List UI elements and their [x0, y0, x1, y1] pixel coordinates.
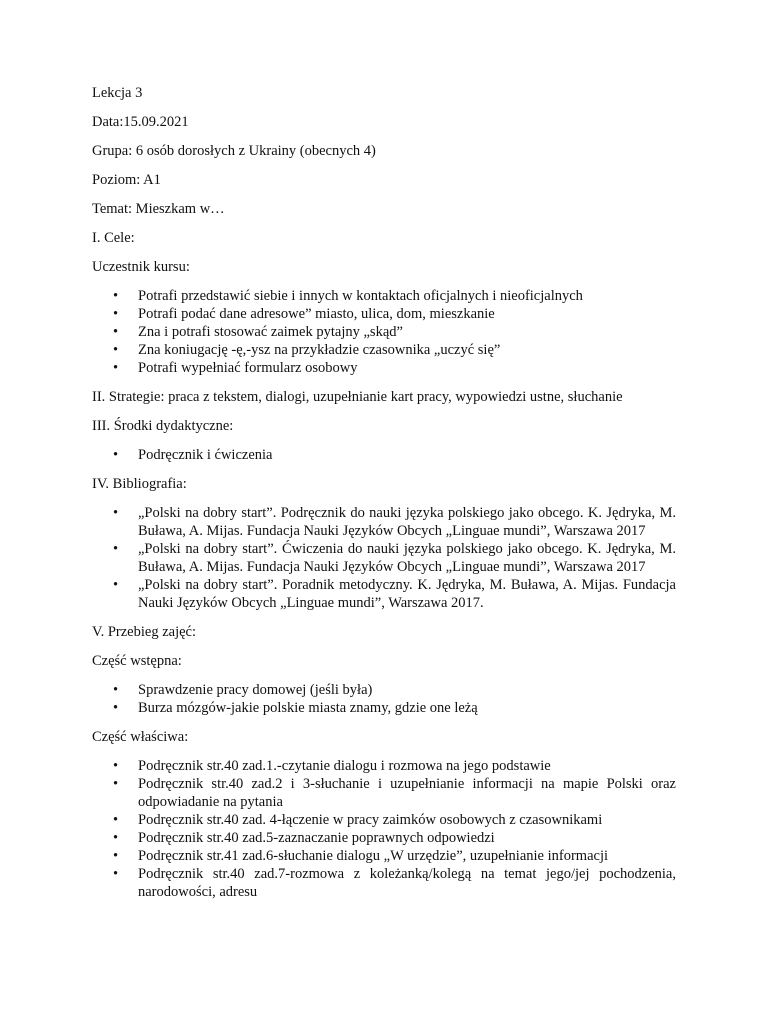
- list-item: [92, 341, 676, 359]
- bibliography-list: [92, 504, 676, 612]
- bullet-icon: •: [113, 360, 119, 376]
- list-item-text: Zna i potrafi stosować zaimek pytajny „skąd”: [138, 324, 403, 340]
- list-item-text: Potrafi podać dane adresowe” miasto, ulica, dom, mieszkanie: [138, 306, 495, 322]
- intro-list: [92, 681, 676, 717]
- bullet-icon: •: [113, 700, 119, 716]
- list-item-text: Potrafi wypełniać formularz osobowy: [138, 360, 358, 376]
- bullet-icon: •: [113, 682, 119, 698]
- list-item-text: Podręcznik str.40 zad.1.-czytanie dialogu i rozmowa na jego podstawie: [138, 758, 551, 774]
- bullet-icon: •: [113, 577, 119, 593]
- bullet-icon: •: [113, 830, 119, 846]
- goals-subheading: Uczestnik kursu:: [92, 259, 190, 275]
- list-item-text: Podręcznik str.40 zad.5-zaznaczanie poprawnych odpowiedzi: [138, 830, 495, 846]
- course-heading: V. Przebieg zajęć:: [92, 624, 197, 640]
- list-item-text: Potrafi przedstawić siebie i innych w kontaktach oficjalnych i nieoficjalnych: [138, 288, 583, 304]
- list-item: [92, 504, 676, 540]
- list-item-text: Zna koniugację -ę,-ysz na przykładzie czasownika „uczyć się”: [138, 342, 501, 358]
- list-item-text: „Polski na dobry start”. Podręcznik do nauki języka polskiego jako obcego. K. Jędryka, M. Buława, A. Mijas. Fundacja Nauki Języków Obcych „Linguae mundi”, Warszawa 2017: [138, 505, 676, 539]
- list-item-text: Podręcznik str.40 zad.2 i 3-słuchanie i uzupełnianie informacji na mapie Polski oraz odpowiadanie na pytania: [138, 776, 676, 810]
- list-item: [92, 865, 676, 901]
- bullet-icon: •: [113, 447, 119, 463]
- list-item: [92, 811, 676, 829]
- bullet-icon: •: [113, 306, 119, 322]
- document-page: [92, 84, 676, 912]
- lesson-topic: Temat: Mieszkam w…: [92, 201, 225, 217]
- list-item-text: Podręcznik i ćwiczenia: [138, 447, 273, 463]
- list-item-text: „Polski na dobry start”. Ćwiczenia do nauki języka polskiego jako obcego. K. Jędryka, M. Buława, A. Mijas. Fundacja Nauki Języków Obcych „Linguae mundi”, Warszawa 2017: [138, 541, 676, 575]
- main-part-list: [92, 757, 676, 901]
- list-item: [92, 699, 676, 717]
- intro-heading: Część wstępna:: [92, 653, 182, 669]
- bullet-icon: •: [113, 848, 119, 864]
- bullet-icon: •: [113, 866, 119, 882]
- list-item: [92, 540, 676, 576]
- bullet-icon: •: [113, 812, 119, 828]
- lesson-number: Lekcja 3: [92, 85, 143, 101]
- bullet-icon: •: [113, 776, 119, 792]
- list-item: [92, 681, 676, 699]
- list-item: [92, 446, 676, 464]
- strategies-text: II. Strategie: praca z tekstem, dialogi, uzupełnianie kart pracy, wypowiedzi ustne, słuchanie: [92, 389, 623, 405]
- means-heading: III. Środki dydaktyczne:: [92, 418, 234, 434]
- list-item-text: „Polski na dobry start”. Poradnik metodyczny. K. Jędryka, M. Buława, A. Mijas. Fundacja Nauki Języków Obcych „Linguae mundi”, Warszawa 2017.: [138, 577, 676, 611]
- bullet-icon: •: [113, 505, 119, 521]
- list-item: [92, 757, 676, 775]
- lesson-level: Poziom: A1: [92, 172, 161, 188]
- list-item-text: Podręcznik str.40 zad.7-rozmowa z koleżanką/kolegą na temat jego/jej pochodzenia, narodowości, adresu: [138, 866, 676, 900]
- list-item-text: Sprawdzenie pracy domowej (jeśli była): [138, 682, 373, 698]
- bibliography-heading: IV. Bibliografia:: [92, 476, 187, 492]
- goals-list: [92, 287, 676, 377]
- means-list: [92, 446, 676, 464]
- list-item-text: Podręcznik str.41 zad.6-słuchanie dialogu „W urzędzie”, uzupełnianie informacji: [138, 848, 608, 864]
- list-item: [92, 323, 676, 341]
- list-item: [92, 287, 676, 305]
- lesson-date: Data:15.09.2021: [92, 114, 189, 130]
- list-item: [92, 359, 676, 377]
- list-item: [92, 829, 676, 847]
- list-item: [92, 775, 676, 811]
- bullet-icon: •: [113, 342, 119, 358]
- lesson-group: Grupa: 6 osób dorosłych z Ukrainy (obecnych 4): [92, 143, 376, 159]
- bullet-icon: •: [113, 541, 119, 557]
- list-item: [92, 576, 676, 612]
- list-item-text: Burza mózgów-jakie polskie miasta znamy, gdzie one leżą: [138, 700, 478, 716]
- list-item-text: Podręcznik str.40 zad. 4-łączenie w pracy zaimków osobowych z czasownikami: [138, 812, 603, 828]
- bullet-icon: •: [113, 288, 119, 304]
- list-item: [92, 305, 676, 323]
- bullet-icon: •: [113, 758, 119, 774]
- main-part-heading: Część właściwa:: [92, 729, 189, 745]
- bullet-icon: •: [113, 324, 119, 340]
- goals-heading: I. Cele:: [92, 230, 135, 246]
- list-item: [92, 847, 676, 865]
